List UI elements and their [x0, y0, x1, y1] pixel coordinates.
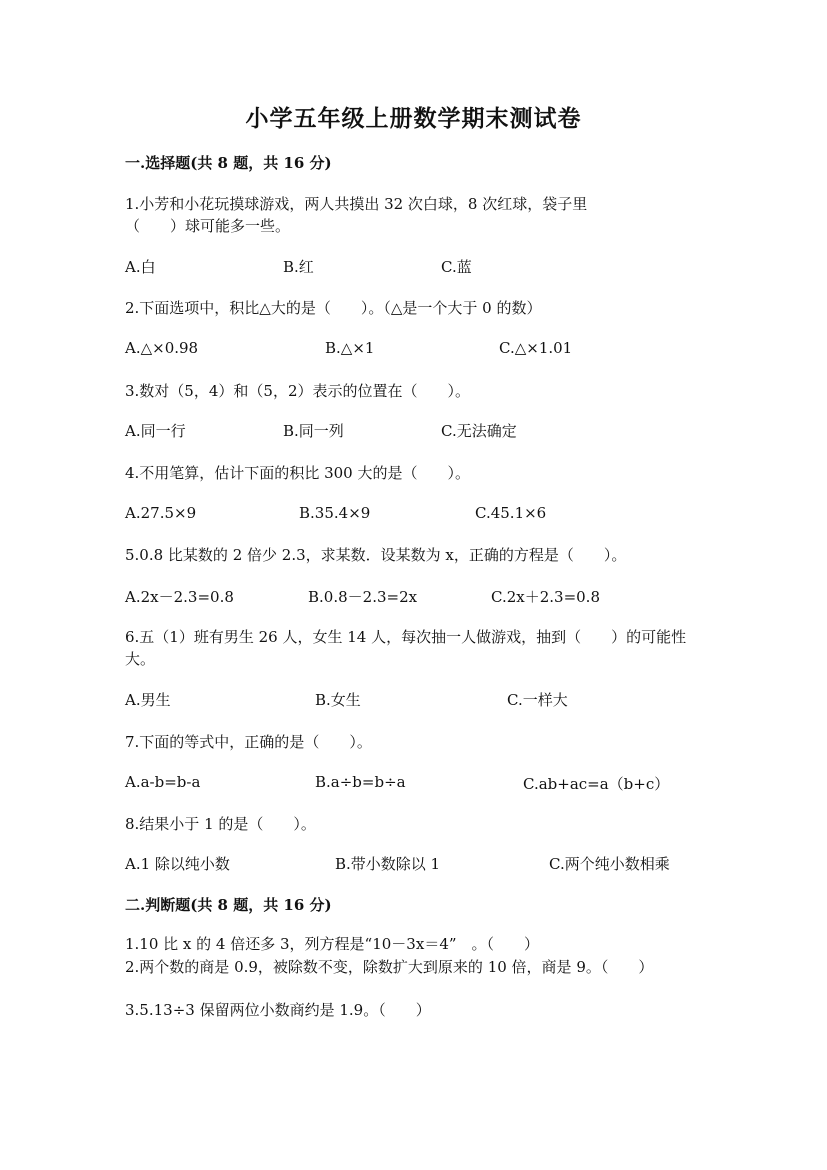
option-b[interactable]: B.35.4×9: [299, 504, 371, 522]
question-7: 7.下面的等式中，正确的是（ ）。: [125, 733, 372, 751]
options-8: [125, 853, 725, 875]
judgment-question-1: 1.10 比 x 的 4 倍还多 3，列方程是“10－3x＝4” 。（ ）: [125, 935, 540, 953]
option-b[interactable]: B.a÷b=b÷a: [315, 773, 406, 791]
option-c[interactable]: C.两个纯小数相乘: [549, 855, 670, 873]
option-b[interactable]: B.红: [283, 258, 314, 276]
options-2: [125, 339, 725, 361]
option-c[interactable]: C.2x＋2.3=0.8: [491, 588, 600, 606]
question-2: 2.下面选项中，积比△大的是（ ）。（△是一个大于 0 的数）: [125, 299, 542, 317]
option-b[interactable]: B.△×1: [325, 339, 375, 357]
option-a[interactable]: A.白: [125, 258, 156, 276]
option-a[interactable]: A.同一行: [125, 422, 186, 440]
options-7: [125, 773, 725, 795]
option-a[interactable]: A.男生: [125, 691, 171, 709]
option-c[interactable]: C.45.1×6: [475, 504, 547, 522]
option-c[interactable]: C.△×1.01: [499, 339, 573, 357]
option-c[interactable]: C.无法确定: [441, 422, 517, 440]
option-a[interactable]: A.1 除以纯小数: [125, 855, 230, 873]
question-5: 5.0.8 比某数的 2 倍少 2.3，求某数．设某数为 x，正确的方程是（ ）。: [125, 546, 627, 564]
option-c[interactable]: C.ab+ac=a（b+c）: [523, 775, 670, 793]
question-1: 1.小芳和小花玩摸球游戏，两人共摸出 32 次白球，8 次红球，袋子里（ ）球可能多一些。: [125, 195, 588, 235]
option-c[interactable]: C.蓝: [441, 258, 472, 276]
page-title: 小学五年级上册数学期末测试卷: [245, 105, 582, 132]
question-8: 8.结果小于 1 的是（ ）。: [125, 815, 316, 833]
option-a[interactable]: A.27.5×9: [125, 504, 197, 522]
options-6: [125, 689, 725, 711]
option-a[interactable]: A.a-b=b-a: [125, 773, 201, 791]
question-3: 3.数对（5，4）和（5，2）表示的位置在（ ）。: [125, 382, 470, 400]
judgment-question-2: 2.两个数的商是 0.9，被除数不变，除数扩大到原来的 10 倍，商是 9。（ ）: [125, 958, 654, 976]
option-b[interactable]: B.带小数除以 1: [335, 855, 441, 873]
section-heading-judgment: 二.判断题(共 8 题，共 16 分): [125, 896, 332, 914]
options-5: [125, 586, 725, 608]
section-heading-choice: 一.选择题(共 8 题，共 16 分): [125, 154, 332, 172]
option-b[interactable]: B.同一列: [283, 422, 344, 440]
options-1: [125, 256, 725, 278]
options-4: [125, 504, 725, 526]
option-a[interactable]: A.2x－2.3=0.8: [125, 588, 234, 606]
question-4: 4.不用笔算，估计下面的积比 300 大的是（ ）。: [125, 464, 470, 482]
option-a[interactable]: A.△×0.98: [125, 339, 199, 357]
question-6: 6.五（1）班有男生 26 人，女生 14 人，每次抽一人做游戏，抽到（ ）的可能性大。: [125, 628, 687, 668]
judgment-question-3: 3.5.13÷3 保留两位小数商约是 1.9。（ ）: [125, 1001, 431, 1019]
option-b[interactable]: B.女生: [315, 691, 361, 709]
option-c[interactable]: C.一样大: [507, 691, 568, 709]
option-b[interactable]: B.0.8－2.3=2x: [308, 588, 418, 606]
options-3: [125, 420, 725, 442]
